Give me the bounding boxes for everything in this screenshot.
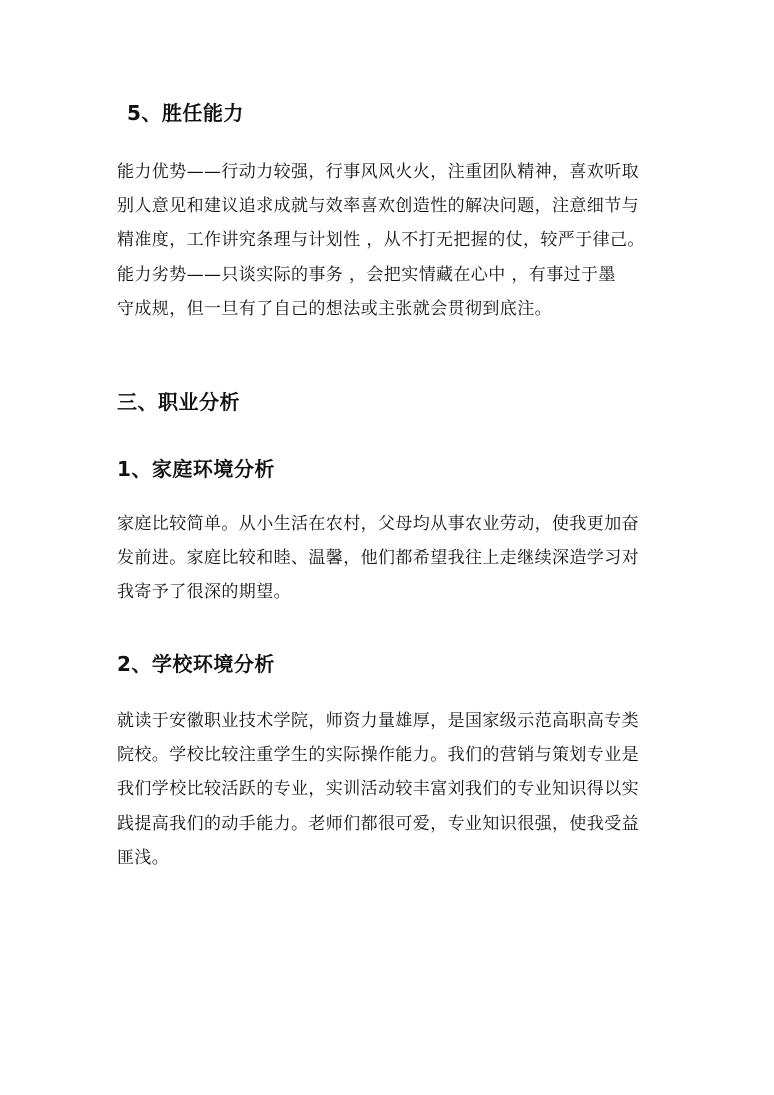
paragraph-line: 家庭比较简单。从小生活在农村，父母均从事农业劳动，使我更加奋 xyxy=(117,514,639,534)
section-1-paragraph xyxy=(117,507,662,610)
section-2-paragraph xyxy=(117,704,662,875)
paragraph-line: 别人意见和建议追求成就与效率喜欢创造性的解决问题，注意细节与 xyxy=(117,196,639,217)
paragraph-line: 院校。学校比较注重学生的实际操作能力。我们的营销与策划专业是 xyxy=(117,745,639,766)
section-5-paragraph xyxy=(117,155,662,326)
paragraph-line: 我寄予了很深的期望。 xyxy=(117,582,291,603)
paragraph-line: 发前进。家庭比较和睦、温馨，他们都希望我往上走继续深造学习对 xyxy=(117,548,639,569)
section-2-heading: 2、学校环境分析 xyxy=(117,652,275,676)
paragraph-line: 精准度，工作讲究条理与计划性 ，从不打无把握的仗，较严于律己。 xyxy=(117,230,645,251)
chapter-3-heading: 三、职业分析 xyxy=(117,390,240,414)
paragraph-line: 践提高我们的动手能力。老师们都很可爱，专业知识很强，使我受益 xyxy=(117,813,639,834)
section-5-heading: 5、胜任能力 xyxy=(127,101,244,125)
paragraph-line: 守成规，但一旦有了自己的想法或主张就会贯彻到底注。 xyxy=(117,298,552,319)
paragraph-line: 就读于安徽职业技术学院，师资力量雄厚，是国家级示范高职高专类 xyxy=(117,711,639,731)
paragraph-line: 匪浅。 xyxy=(117,847,170,868)
paragraph-line: 能力优势——行动力较强，行事风风火火，注重团队精神，喜欢听取 xyxy=(117,162,639,182)
paragraph-line: 能力劣势——只谈实际的事务 ，会把实情藏在心中 ，有事过于墨 xyxy=(117,264,616,285)
paragraph-line: 我们学校比较活跃的专业，实训活动较丰富刘我们的专业知识得以实 xyxy=(117,779,639,800)
section-1-heading: 1、家庭环境分析 xyxy=(117,457,275,481)
